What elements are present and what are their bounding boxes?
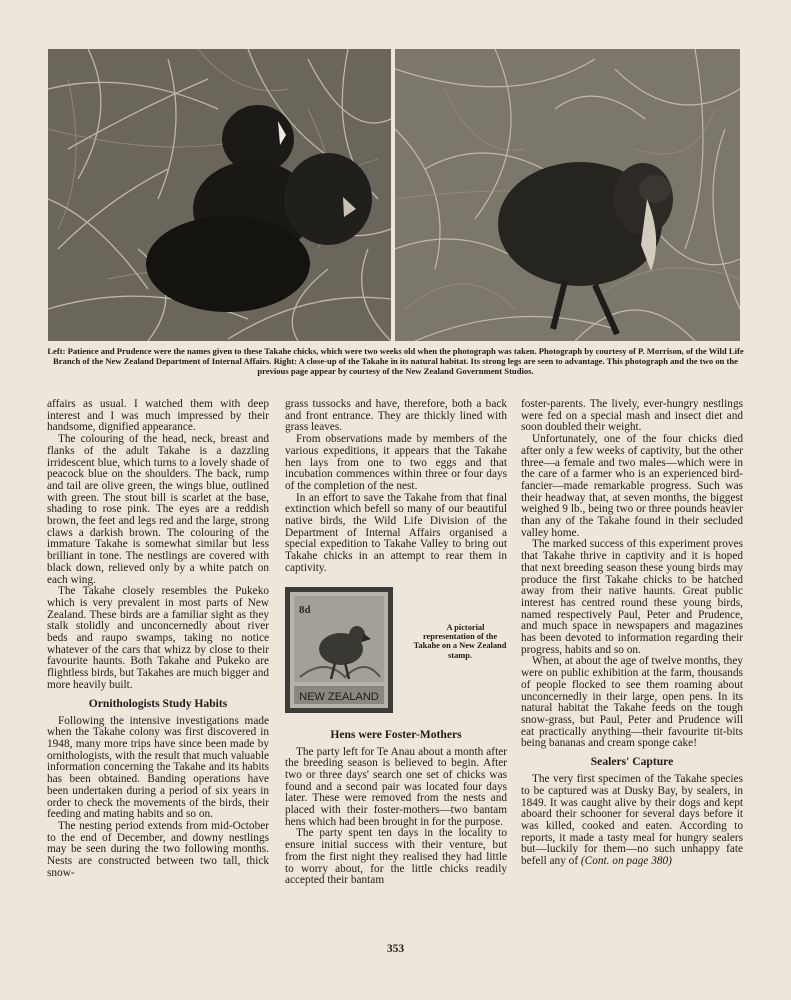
section-heading: Sealers' Capture [590, 755, 674, 769]
stamp-caption: A pictorial representation of the Takahe on a New Zealand stamp. [413, 622, 507, 660]
paragraph: foster-parents. The lively, ever-hungry nestlings were fed on a special mash and insect diet and soon doubled their weight. [521, 398, 743, 434]
takahe-habitat-image [395, 49, 740, 341]
takahe-chicks-image [48, 49, 391, 341]
paragraph-text: The very first specimen of the Takahe species to be captured was at Dusky Bay, by sealers, in 1849. It was caught alive by their dogs and kept aboard their schooner for several days before it was killed, cooked and eaten. According to reports, it made a tasty meal for hungry sealers but—luckily for them—no such unhappy fate befell any of [521, 773, 743, 868]
paragraph: grass tussocks and have, therefore, both a back and front entrance. They are thickly lined with grass leaves. [285, 398, 507, 434]
paragraph: The marked success of this experiment proves that Takahe thrive in captivity and it is hoped that next breeding season these young birds may produce the first Takahe chicks to be hatched away from their native haunts. Great public interest has centred round these young birds, named respectively Paul, Peter and Prudence, and much space in newspapers and magazines has been devoted to information regarding their progress, habits and so on. [521, 538, 743, 656]
column-2 [285, 399, 507, 887]
paragraph: In an effort to save the Takahe from that final extinction which befell so many of our beautiful native birds, the Wild Life Division of the Department of Internal Affairs organised a special expedition to Takahe Valley to bring out Takahe chicks in an attempt to rear them in captivity. [285, 491, 507, 574]
paragraph: The Takahe closely resembles the Pukeko which is very prevalent in most parts of New Zealand. These birds are a familiar sight as they stalk stolidly and unconcernedly about river beds and raupo swamps, taking no notice whatever of the cars that whizz by close to their favourite haunts. Both Takahe and Pukeko are flightless birds, but Takahes are much bigger and more heavily built. [47, 585, 269, 691]
stamp-country: NEW ZEALAND [299, 690, 379, 703]
paragraph [521, 774, 743, 868]
paragraph: The colouring of the head, neck, breast and flanks of the adult Takahe is a dazzling irridescent blue, which turns to a lovely shade of peacock blue on the shoulders. The back, rump and tail are olive green, the wings blue, outlined with green. The stout bill is scarlet at the base, shading to rose pink. The eyes are a reddish brown, the feet and legs red and the large, strong claws a darkish brown. The colouring of the immature Takahe is somewhat similar but less brilliant in tone. The nestlings are covered with black down, relieved only by a white patch on each wing. [47, 433, 269, 586]
column-3 [521, 399, 743, 868]
stamp-figure [285, 587, 507, 722]
photo-takahe-chicks [48, 49, 391, 341]
paragraph: From observations made by members of the various expeditions, it appears that the Takahe hen lays from one to two eggs and that incubation commences within three or four days of the completion of the nest. [285, 433, 507, 492]
continuation-note: (Cont. on page 380) [580, 855, 672, 868]
paragraph: Following the intensive investigations made when the Takahe colony was first discovered in 1948, many more trips have since been made by ornithologists, with the result that much valuable information concerning the Takahe and its habits has been obtained. Banding operations have been undertaken during a period of six years in order to check the movements of the birds, their feeding and mating habits and so on. [47, 714, 269, 821]
section-heading: Ornithologists Study Habits [88, 696, 228, 710]
paragraph: The party spent ten days in the locality to ensure initial success with their venture, but from the first night they realised they had little to worry about, for the little chicks readily accepted their bantam [285, 827, 507, 887]
takahe-stamp-image [285, 587, 393, 713]
paragraph: The party left for Te Anau about a month after the breeding season is believed to begin. After two or three days' search one set of chicks was found and a second pair was located four days later. These were removed from the nests and placed with their foster-mothers—two bantam hens which had been brought in for the purpose. [285, 745, 507, 828]
paragraph: affairs as usual. I watched them with deep interest and I was much impressed by their handsome, dignified appearance. [47, 398, 269, 434]
paragraph: Unfortunately, one of the four chicks died after only a few weeks of captivity, but the other three—a female and two males—which were in the care of a farmer who is an experienced bird-fancier—made remarkable progress. Such was their headway that, at seven months, the biggest weighed 9 lb., being two or three pounds heavier than any of the Takahe found in their secluded valley home. [521, 433, 743, 539]
paragraph: The nesting period extends from mid-October to the end of December, and downy nestlings may be seen during the two following months. Nests are constructed between two tall, thick snow- [47, 819, 269, 879]
photo-caption: Left: Patience and Prudence were the names given to these Takahe chicks, which were two weeks old when the photograph was taken. Photograph by courtesy of P. Morrison, of the Wild Life Branch of the New Zealand Department of Internal Affairs. Right: A close-up of the Takahe in its natural habitat. Its strong legs are seen to advantage. This photograph and the two on the previous page appear by courtesy of the New Zealand Government Studios. [47, 346, 744, 376]
photo-takahe-habitat [395, 49, 740, 341]
page-number: 353 [386, 943, 405, 955]
stamp-value: 8d [299, 603, 311, 616]
column-1 [47, 399, 269, 879]
section-heading: Hens were Foster-Mothers [330, 727, 462, 741]
paragraph: When, at about the age of twelve months, they were on public exhibition at the farm, thousands of people flocked to see them roaming about unconcernedly in their large, open pens. In its natural habitat the Takahe feeds on the tough snow-grass, but Paul, Peter and Prudence will eat practically anything—their favourite tit-bits being bananas and cream sponge cake! [521, 655, 743, 750]
